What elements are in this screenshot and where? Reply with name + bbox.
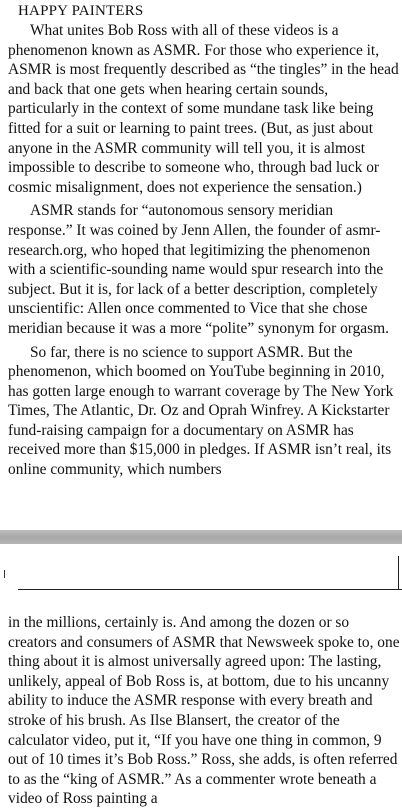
article-column-top [8, 1, 400, 480]
article-paragraph-1: What unites Bob Ross with all of these videos is a phenomenon known as ASMR. For those who experience it, ASMR is most frequently described as “the tingles” in the head and back that one gets when hearing certain sounds, particularly in the context of some mundane task like being fitted for a suit or learning to paint trees. (But, as just about anyone in the ASMR community will tell you, it is almost impossible to describe to someone who, through bad luck or cosmic misalignment, does not experience the sensation.) [8, 22, 399, 196]
article-paragraph-3: So far, there is no science to support ASMR. But the phenomenon, which boomed on YouTube beginning in 2010, has gotten large enough to warrant coverage by The New York Times, The Atlantic, Dr. Oz and Oprah Winfrey. A Kickstarter fund-raising campaign for a documentary on ASMR has received more than $15,000 in pledges. If ASMR isn’t real, its online community, which numbers [8, 343, 394, 479]
frame-vertical-rule [398, 556, 399, 590]
article-paragraph-2: ASMR stands for “autonomous sensory meridian response.” It was coined by Jenn Allen, the founder of asmr-research.org, who hoped that legitimizing the phenomenon with a scientific-sounding name would spur research into the subject. But it is, for lack of a better description, completely unscientific: Allen once commented to Vice that she chose meridian because it was a more “polite” synonym for orgasm. [8, 202, 389, 337]
article-column-bottom [8, 613, 400, 809]
frame-horizontal-rule [18, 589, 402, 590]
section-heading: HAPPY PAINTERS [18, 3, 144, 19]
page-edge-frame [0, 548, 402, 596]
page-gap-divider [0, 530, 402, 544]
article-paragraph-continued: in the millions, certainly is. And among the dozen or so creators and consumers of ASMR that Newsweek spoke to, one thing about it is almost universally agreed upon: The lasting, unlikely, appeal of Bob Ross is, at bottom, due to his uncanny ability to induce the ASMR response with every breath and stroke of his brush. As Ilse Blansert, the creator of the calculator video, put it, “If you have one thing in common, 9 out of 10 times it’s Bob Ross.” Ross, she adds, is often referred to as the “king of ASMR.” As a commenter wrote beneath a video of Ross painting a [8, 614, 400, 808]
frame-corner-mark [0, 570, 5, 578]
